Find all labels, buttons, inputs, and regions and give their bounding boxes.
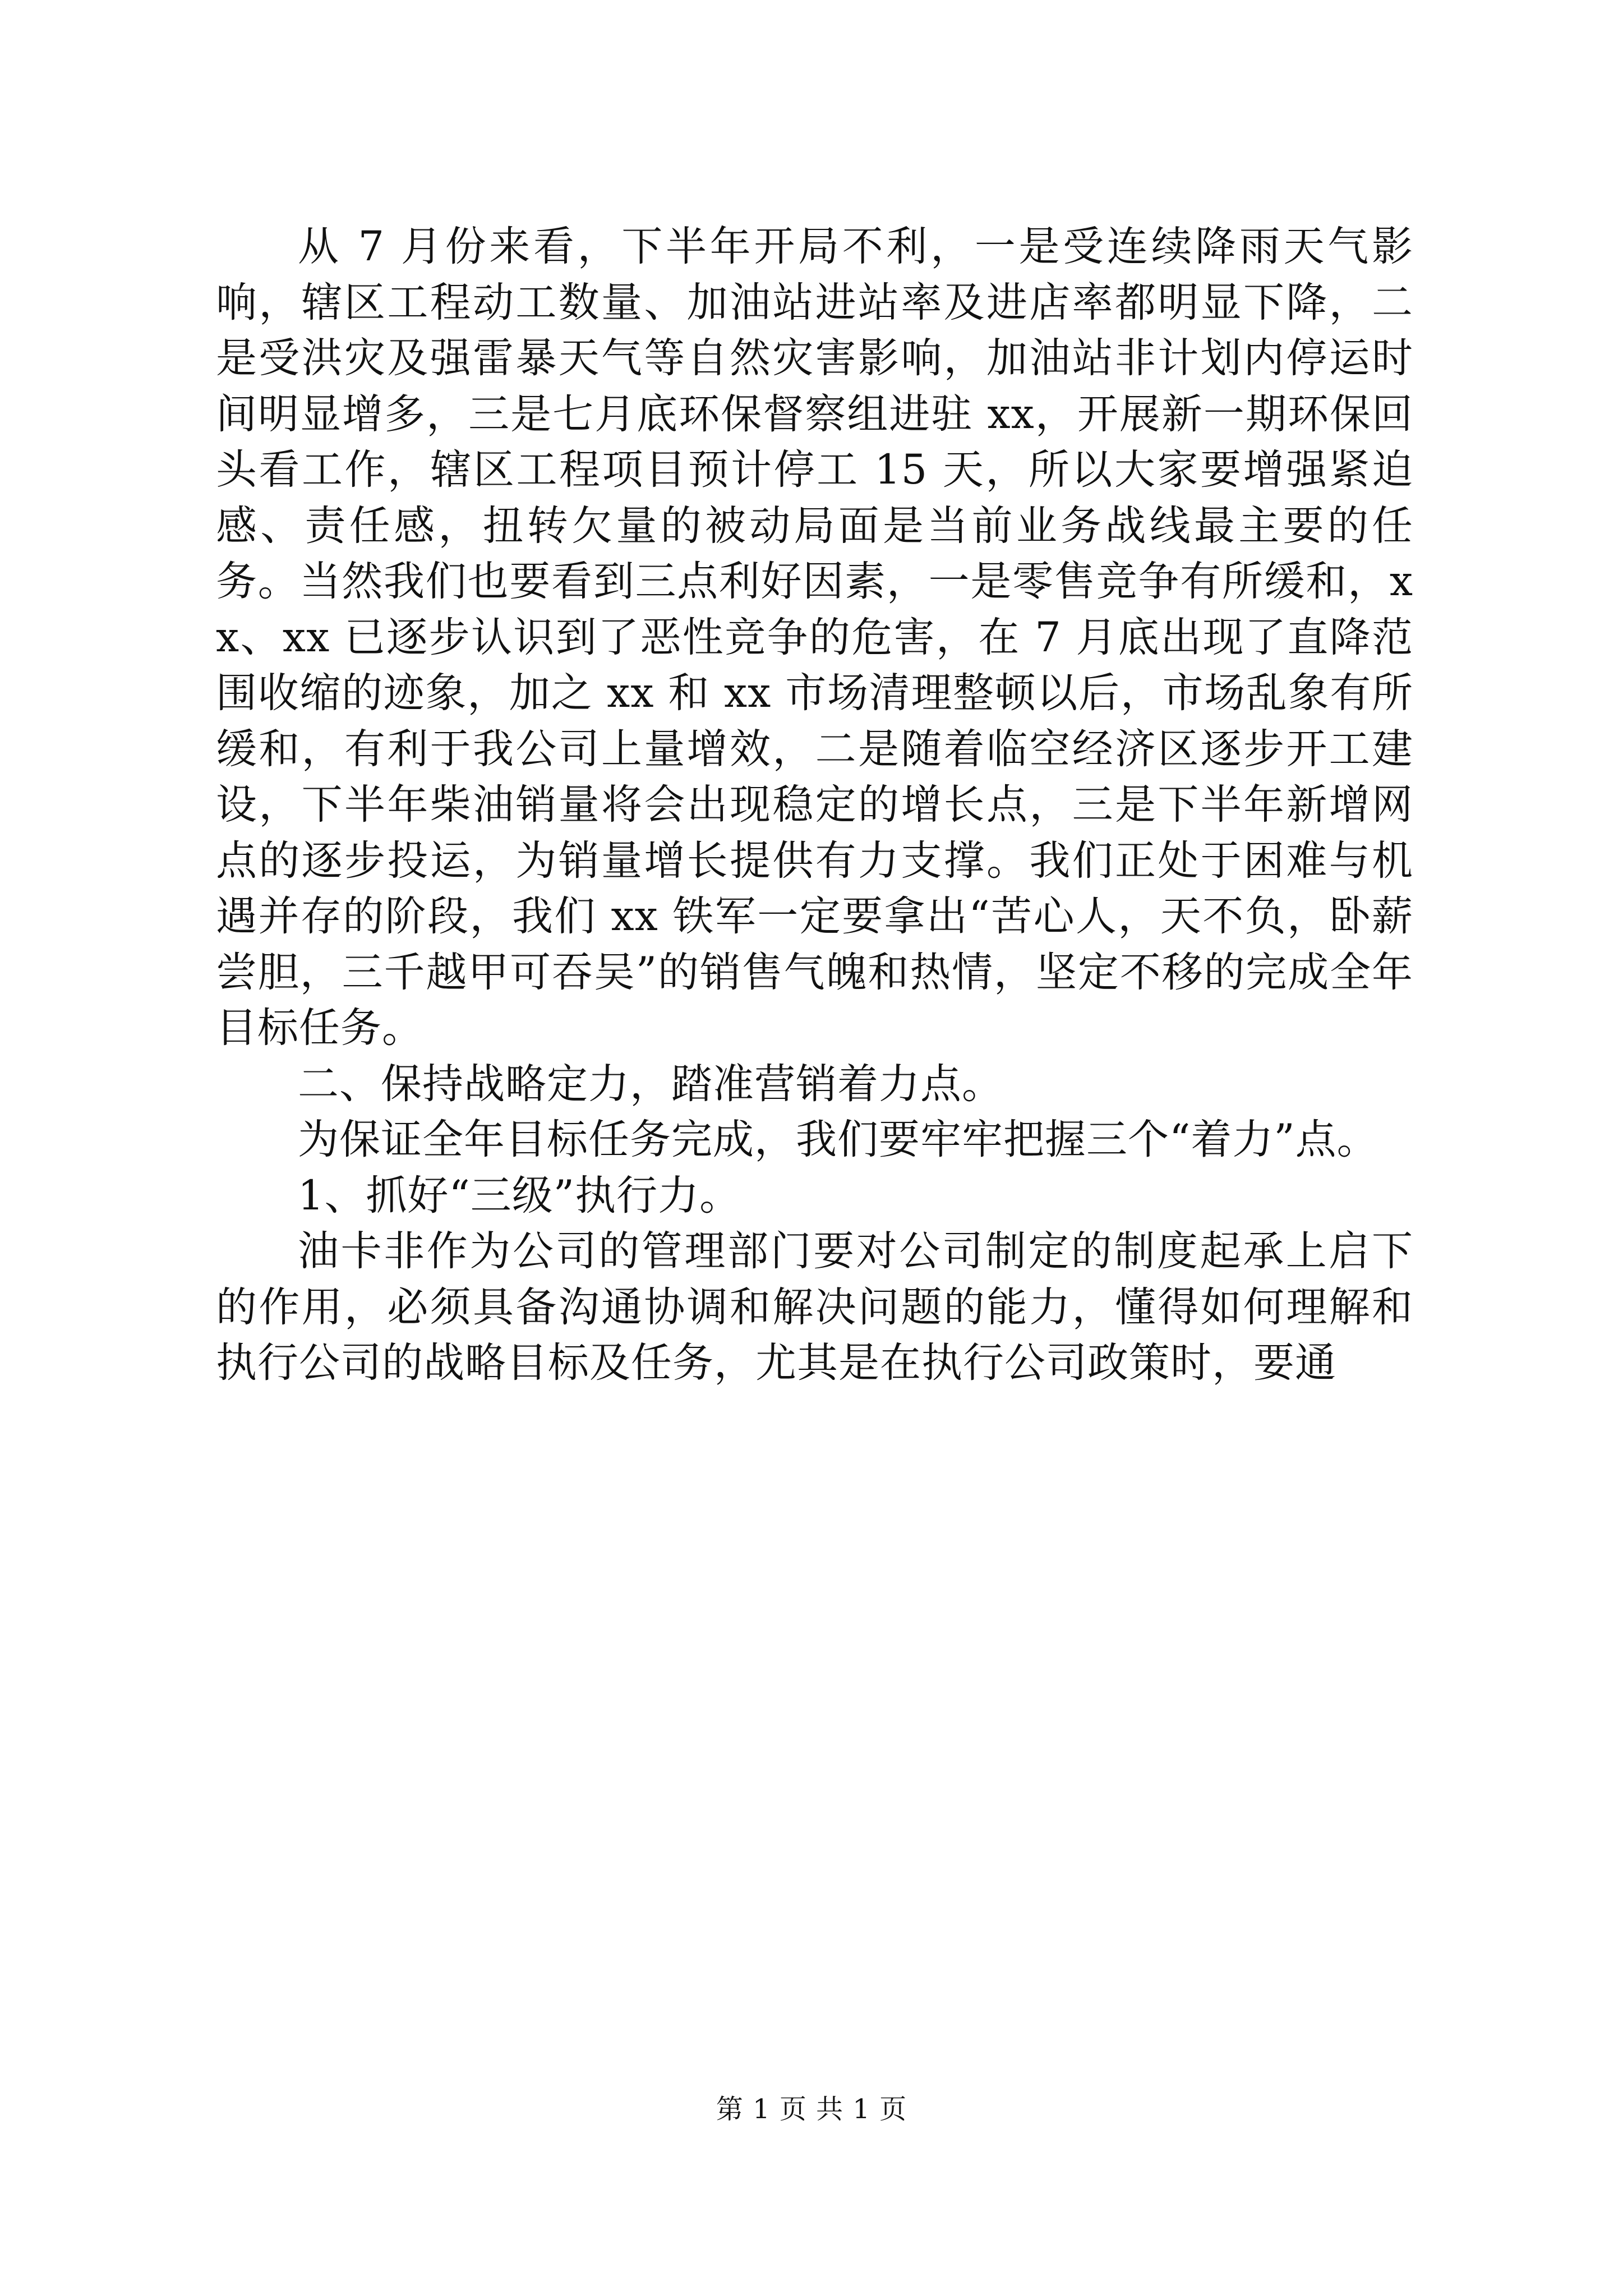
section-heading-strategy: 二、保持战略定力，踏准营销着力点。 (298, 1060, 1003, 1108)
paragraph-focus-points: 为保证全年目标任务完成，我们要牢牢把握三个“着力”点。 (298, 1116, 1378, 1163)
document-body (216, 219, 1413, 1391)
paragraph-outlook: 从 7 月份来看，下半年开局不利，一是受连续降雨天气影响，辖区工程动工数量、加油站进站率及进店率都明显下降，二是受洪灾及强雷暴天气等自然灾害影响，加油站非计划内停运时间明显增多，三是七月底环保督察组进驻 xx，开展新一期环保回头看工作，辖区工程项目预计停工 15 天，所以大家要增强紧迫感、责任感，扭转欠量的被动局面是当前业务战线最主要的任务。当然我们也要看到三点利好因素，一是零售竞争有所缓和，xx、xx 已逐步认识到了恶性竞争的危害，在 7 月底出现了直降范围收缩的迹象，加之 xx 和 xx 市场清理整顿以后，市场乱象有所缓和，有利于我公司上量增效，二是随着临空经济区逐步开工建设，下半年柴油销量将会出现稳定的增长点，三是下半年新增网点的逐步投运，为销量增长提供有力支撑。我们正处于困难与机遇并存的阶段，我们 xx 铁军一定要拿出“苦心人，天不负，卧薪尝胆，三千越甲可吞吴”的销售气魄和热情，坚定不移的完成全年目标任务。 (216, 223, 1413, 1052)
subheading-execution: 1、抓好“三级”执行力。 (298, 1171, 741, 1220)
paragraph-management: 油卡非作为公司的管理部门要对公司制定的制度起承上启下的作用，必须具备沟通协调和解决问题的能力，懂得如何理解和执行公司的战略目标及任务，尤其是在执行公司政策时，要通 (216, 1227, 1413, 1387)
page-footer: 第 1 页 共 1 页 (716, 2093, 907, 2125)
